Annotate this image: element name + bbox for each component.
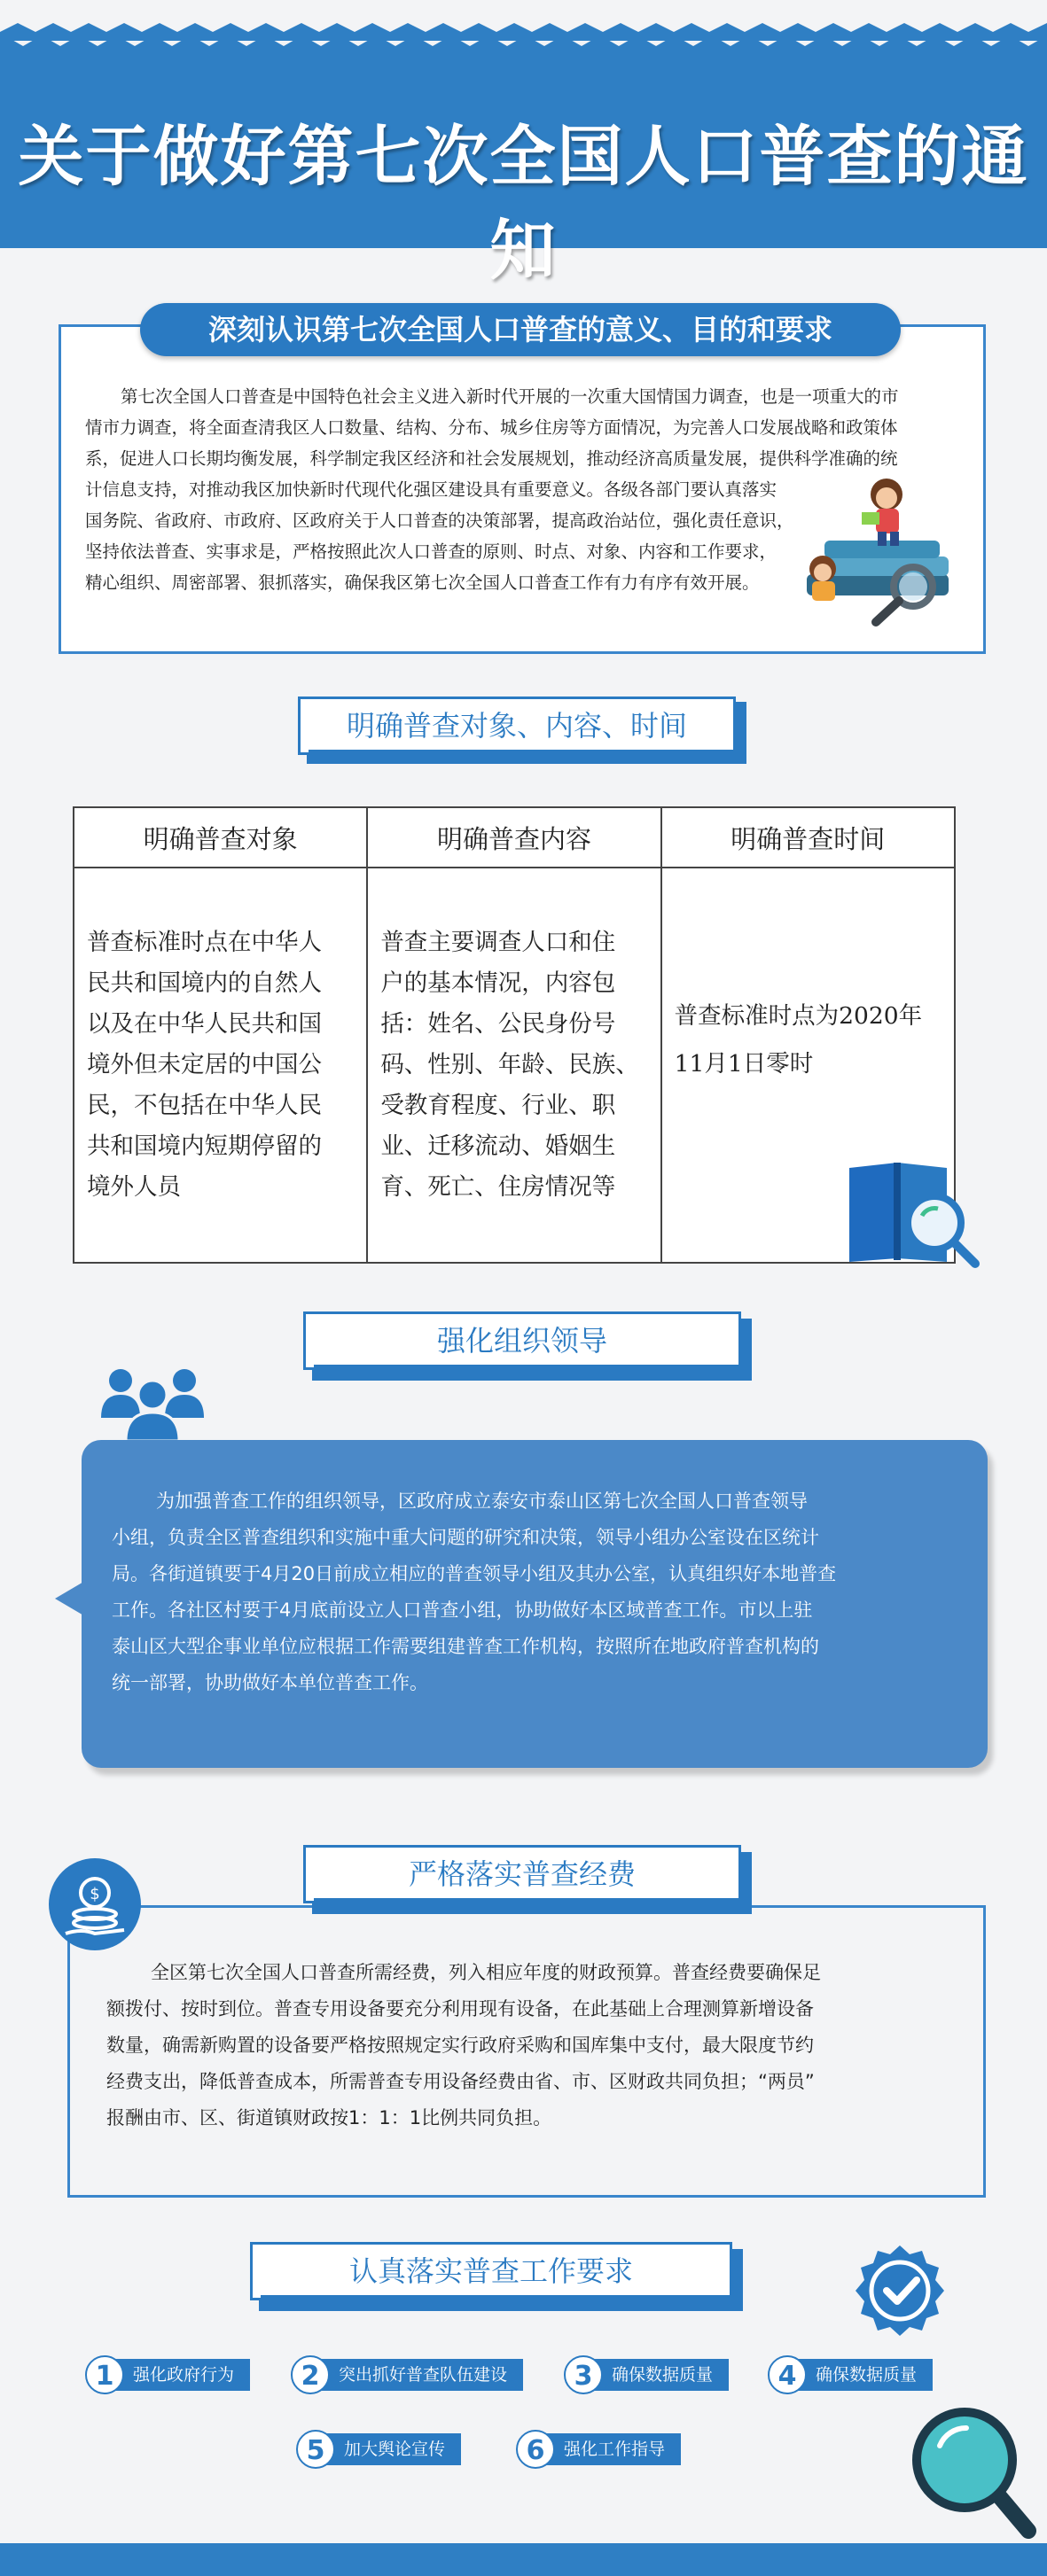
req-item-2 <box>291 2357 523 2393</box>
card-pointer <box>55 1581 85 1616</box>
svg-text:$: $ <box>90 1885 100 1903</box>
cell-line: 以及在中华人民共和国 <box>87 1010 322 1038</box>
req-item-1 <box>85 2357 250 2393</box>
section2-heading-underline <box>309 750 736 755</box>
section3-line: 工作。各社区村要于4月底前设立人口普查小组，协助做好本区域普查工作。市以上驻 <box>112 1599 813 1621</box>
req-item-3 <box>564 2357 729 2393</box>
section3-line: 小组，负责全区普查组织和实施中重大问题的研究和决策，领导小组办公室设在区统计 <box>112 1527 819 1548</box>
cell-line: 共和国境内短期停留的 <box>87 1132 322 1160</box>
req-label: 强化政府行为 <box>105 2359 250 2391</box>
section2-heading: 明确普查对象、内容、时间 <box>298 697 736 755</box>
section4-line: 经费支出，降低普查成本，所需普查专用设备经费由省、市、区财政共同负担；“两员” <box>106 2071 815 2092</box>
cell-line: 普查标准时点为2020年 <box>674 1002 923 1030</box>
cell-line: 普查主要调查人口和住 <box>380 929 616 956</box>
table-header: 明确普查对象 <box>74 807 367 868</box>
section1-line: 第七次全国人口普查是中国特色社会主义进入新时代开展的一次重大国情国力调查，也是一项重大的市 <box>121 386 899 407</box>
cell-line: 育、死亡、住房情况等 <box>380 1173 616 1201</box>
table-cell-target <box>74 868 367 1263</box>
people-group-icon <box>99 1365 206 1443</box>
req-label: 突出抓好普查队伍建设 <box>310 2359 523 2391</box>
section1-line: 坚持依法普查、实事求是，严格按照此次人口普查的原则、时点、对象、内容和工作要求， <box>85 541 777 562</box>
table-header: 明确普查时间 <box>661 807 955 868</box>
cell-line: 境外人员 <box>87 1173 181 1201</box>
section5-heading: 认真落实普查工作要求 <box>250 2242 732 2300</box>
req-number: 5 <box>296 2430 335 2469</box>
header-zigzag <box>0 23 1047 41</box>
section4-line: 报酬由市、区、街道镇财政按1：1：1比例共同负担。 <box>106 2107 552 2129</box>
section1-line: 系，促进人口长期均衡发展，科学制定我区经济和社会发展规划，推动经济高质量发展，提供科学准确的统 <box>85 448 898 469</box>
requirements-table <box>73 806 956 1264</box>
cell-line: 境外但未定居的中国公 <box>87 1051 322 1078</box>
req-label: 加大舆论宣传 <box>316 2433 461 2465</box>
section1-heading: 深刻认识第七次全国人口普查的意义、目的和要求 <box>140 303 901 356</box>
cell-line: 户的基本情况，内容包 <box>380 969 616 997</box>
section3-line: 统一部署，协助做好本单位普查工作。 <box>112 1672 428 1693</box>
req-item-6 <box>516 2432 681 2467</box>
req-label: 强化工作指导 <box>535 2433 681 2465</box>
section3-heading: 强化组织领导 <box>303 1311 741 1370</box>
section1-line: 精心组织、周密部署、狠抓落实，确保我区第七次全国人口普查工作有力有序有效开展。 <box>85 572 760 593</box>
coins-hand-icon <box>46 1856 144 1953</box>
section3-line: 为加强普查工作的组织领导，区政府成立泰安市泰山区第七次全国人口普查领导 <box>156 1490 808 1512</box>
checkmark-badge-icon <box>851 2242 949 2339</box>
req-number: 3 <box>564 2355 603 2394</box>
req-label: 确保数据质量 <box>787 2359 933 2391</box>
section4-text <box>106 1955 957 2136</box>
section4-line: 额拨付、按时到位。普查专用设备要充分利用现有设备，在此基础上合理测算新增设备 <box>106 1998 814 2020</box>
table-cell-content <box>367 868 660 1263</box>
cell-line: 码、性别、年龄、民族、 <box>380 1051 639 1078</box>
section3-heading-underline <box>314 1365 741 1370</box>
section1-line: 计信息支持，对推动我区加快新时代现代化强区建设具有重要意义。各级各部门要认真落实 <box>85 479 777 500</box>
cell-line: 民，不包括在中华人民 <box>87 1092 322 1119</box>
section4-heading: 严格落实普查经费 <box>303 1845 741 1903</box>
section1-line: 国务院、省政府、市政府、区政府关于人口普查的决策部署，提高政治站位，强化责任意识， <box>85 510 794 531</box>
req-number: 6 <box>516 2430 555 2469</box>
req-number: 1 <box>85 2355 124 2394</box>
page-title: 关于做好第七次全国人口普查的通知 <box>18 119 1029 289</box>
cell-line: 11月1日零时 <box>674 1050 814 1078</box>
cell-line: 普查标准时点在中华人 <box>87 929 322 956</box>
req-item-5 <box>296 2432 461 2467</box>
req-number: 4 <box>768 2355 807 2394</box>
section4-line: 全区第七次全国人口普查所需经费，列入相应年度的财政预算。普查经费要确保足 <box>151 1962 821 1983</box>
book-magnifier-icon <box>842 1154 984 1269</box>
table-header: 明确普查内容 <box>367 807 660 868</box>
req-number: 2 <box>291 2355 330 2394</box>
section1-line: 情市力调查，将全面查清我区人口数量、结构、分布、城乡住房等方面情况，为完善人口发展战略和政策体 <box>85 417 898 438</box>
cell-line: 业、迁移流动、婚姻生 <box>380 1132 616 1160</box>
cell-line: 民共和国境内的自然人 <box>87 969 322 997</box>
section4-heading-underline <box>314 1898 741 1903</box>
cell-line: 受教育程度、行业、职 <box>380 1092 616 1119</box>
req-item-4 <box>768 2357 933 2393</box>
section3-line: 局。各街道镇要于4月20日前成立相应的普查领导小组及其办公室，认真组织好本地普查 <box>112 1563 837 1584</box>
footer-band <box>0 2543 1047 2576</box>
section5-heading-underline <box>261 2295 732 2300</box>
section3-text <box>112 1483 963 1701</box>
cell-line: 括：姓名、公民身份号 <box>380 1010 616 1038</box>
magnifier-icon <box>904 2401 1037 2543</box>
section3-line: 泰山区大型企事业单位应根据工作需要组建普查工作机构，按照所在地政府普查机构的 <box>112 1636 819 1657</box>
kids-reading-illustration <box>780 470 975 629</box>
section4-line: 数量，确需新购置的设备要严格按照规定实行政府采购和国库集中支付，最大限度节约 <box>106 2035 814 2056</box>
req-label: 确保数据质量 <box>583 2359 729 2391</box>
